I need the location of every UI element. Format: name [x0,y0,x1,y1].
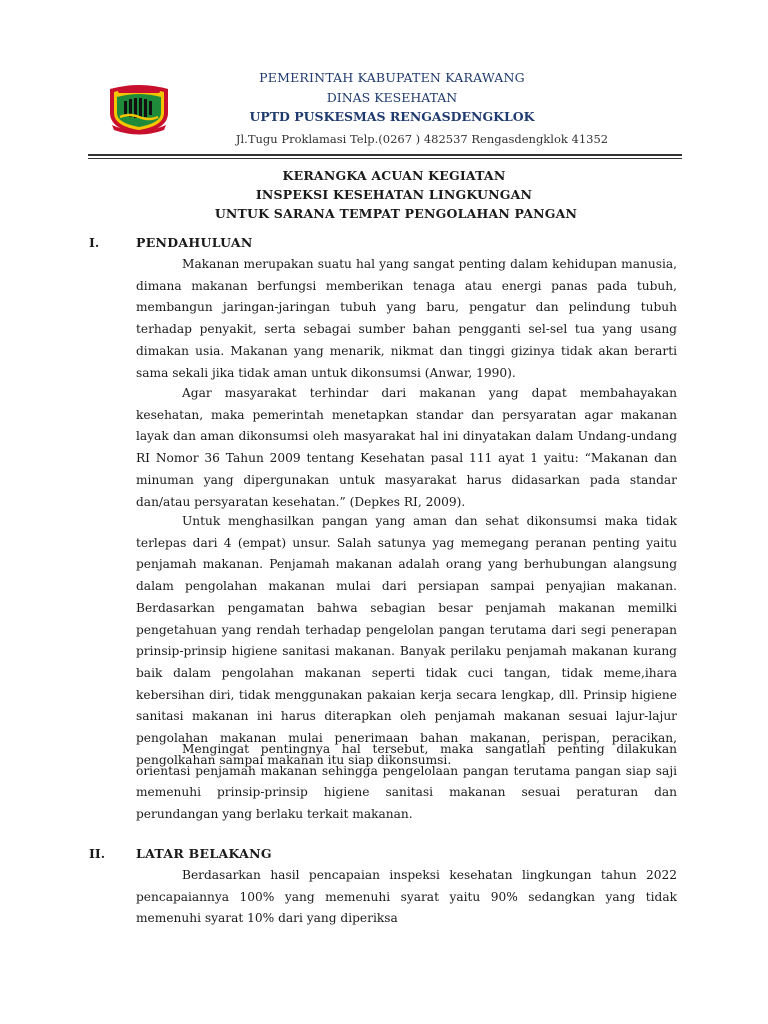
paragraph: Untuk menghasilkan pangan yang aman dan sehat dikonsumsi maka tidak terlepas dari 4 (empat) unsur. Salah satunya yag memegang peranan penting yaitu penjamah makanan. Penjamah makanan adalah orang yang berhubungan alangsung dalam pengolahan makanan mulai dari persiapan sampai penyajian makanan. Berdasarkan pengamatan bahwa sebagian besar penjamah makanan memilki pengetahuan yang rendah terhadap pengelolan pangan terutama dari segi penerapan prinsip-prinsip higiene sanitasi makanan. Banyak perilaku penjamah makanan kurang baik dalam pengolahan makanan seperti tidak cuci tangan, tidak meme,ihara kebersihan diri, tidak menggunakan pakaian kerja secara lengkap, dll. Prinsip higiene sanitasi makanan ini harus diterapkan oleh penjamah makanan sesuai lajur-lajur pengolahan makanan mulai penerimaan bahan makanan, perispan, peracikan, pengolkahan sampai makanan itu siap dikonsumsi. [136,514,677,767]
letterhead-address: Jl.Tugu Proklamasi Telp.(0267 ) 482537 Rengasdengklok 41352 [235,132,609,146]
letterhead-divider-thin [88,158,682,159]
document-title-2: INSPEKSI KESEHATAN LINGKUNGAN [255,187,533,202]
paragraph: Makanan merupakan suatu hal yang sangat penting dalam kehidupan manusia, dimana makanan berfungsi memberikan tenaga atau energi panas pada tubuh, membangun jaringan-jaringan tubuh yang baru, pengatur dan pelindung tubuh terhadap penyakit, serta sebagai sumber bahan pengganti sel-sel tua yang usang dimakan usia. Makanan yang menarik, nikmat dan tinggi gizinya tidak akan berarti sama sekali jika tidak aman untuk dikonsumsi (Anwar, 1990). [136,257,677,380]
paragraph: Mengingat pentingnya hal tersebut, maka sangatlah penting dilakukan orientasi penjamah makanan sehingga pengelolaan pangan terutama pangan siap saji memenuhi prinsip-prinsip higiene sanitasi makanan sesuai peraturan dan perundangan yang berlaku terkait makanan. [136,742,677,822]
section-number: II. [89,846,106,861]
paragraph: Agar masyarakat terhindar dari makanan yang dapat membahayakan kesehatan, maka pemerintah menetapkan standar dan persyaratan agar makanan layak dan aman dikonsumsi oleh masyarakat hal ini dinyatakan dalam Undang-undang RI Nomor 36 Tahun 2009 tentang Kesehatan pasal 111 ayat 1 yaitu: “Makanan dan minuman yang dipergunakan untuk masyarakat harus didasarkan pada standar dan/atau persyaratan kesehatan.” (Depkes RI, 2009). [136,386,677,509]
paragraph: Berdasarkan hasil pencapaian inspeksi kesehatan lingkungan tahun 2022 pencapaiannya 100% yang memenuhi syarat yaitu 90% sedangkan yang tidak memenuhi syarat 10% dari yang diperiksa [136,868,677,926]
letterhead-government: PEMERINTAH KABUPATEN KARAWANG [259,70,525,85]
section-number: I. [89,235,100,250]
document-title-1: KERANGKA ACUAN KEGIATAN [282,168,506,183]
letterhead-unit: UPTD PUSKESMAS RENGASDENGKLOK [249,109,535,124]
document-title-3: UNTUK SARANA TEMPAT PENGOLAHAN PANGAN [214,206,578,221]
letterhead-divider-thick [88,154,682,156]
section-heading-latar-belakang: LATAR BELAKANG [136,846,272,861]
letterhead-department: DINAS KESEHATAN [326,90,458,105]
section-heading-pendahuluan: PENDAHULUAN [136,235,253,250]
